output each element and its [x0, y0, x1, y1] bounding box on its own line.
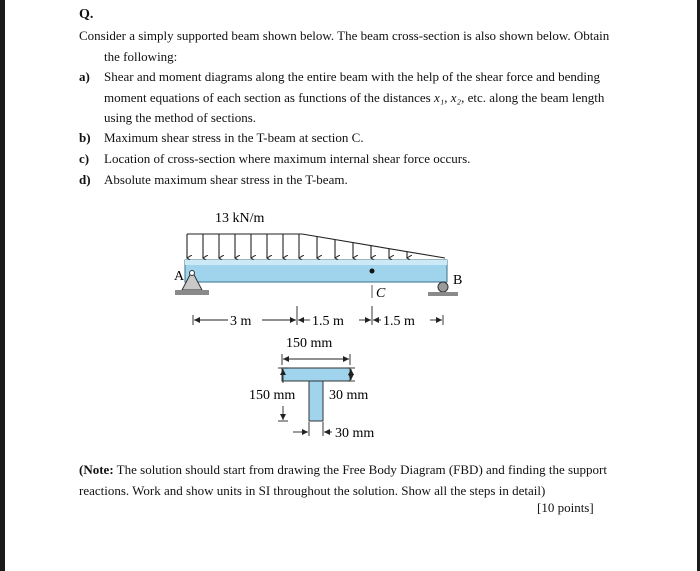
section-c-label: C — [376, 286, 386, 301]
distributed-load — [187, 234, 445, 258]
item-a-line-2-post: , etc. along the beam length — [461, 90, 605, 105]
x1-symbol: x₁ — [433, 90, 445, 105]
item-a-line-1: Shear and moment diagrams along the entire beam with the help of the shear force and bending — [104, 69, 600, 84]
flange-width-label: 150 mm — [286, 336, 333, 351]
points-label: [10 points] — [537, 500, 594, 515]
x2-symbol: x₂ — [450, 90, 462, 105]
load-label: 13 kN/m — [215, 211, 265, 226]
beam-highlight — [185, 260, 447, 265]
intro-line-2: the following: — [104, 49, 178, 64]
item-c-marker: c) — [79, 151, 90, 166]
web-height-label: 150 mm — [249, 388, 296, 403]
dim2-label: 1.5 m — [312, 314, 344, 329]
dim3-label: 1.5 m — [383, 314, 415, 329]
item-b-text: Maximum shear stress in the T-beam at section C. — [104, 130, 364, 145]
item-a-marker: a) — [79, 69, 90, 84]
item-a-line-2 — [104, 90, 604, 106]
section-c-dot — [370, 269, 375, 274]
item-a-line-2-pre: moment equations of each section as functions of the distances — [104, 90, 434, 105]
support-a-label: A — [174, 269, 185, 284]
flange-width-dimension — [282, 354, 350, 365]
t-flange — [282, 368, 350, 381]
dim1-label: 3 m — [230, 314, 252, 329]
web-thickness-dimension — [293, 422, 332, 436]
note-paragraph — [79, 459, 639, 501]
support-b-label: B — [453, 273, 463, 288]
intro-line-1: Consider a simply supported beam shown below. The beam cross-section is also shown below. Obtain — [79, 28, 610, 43]
item-a-line-3: using the method of sections. — [104, 110, 257, 125]
item-a-sep: , — [444, 90, 451, 105]
item-d-marker: d) — [79, 172, 91, 187]
t-web — [309, 381, 323, 421]
web-thickness-label: 30 mm — [335, 426, 375, 441]
load-top-taper — [302, 234, 445, 258]
question-label: Q. — [79, 7, 94, 22]
beam-figure — [160, 198, 480, 450]
item-d-text: Absolute maximum shear stress in the T-beam. — [104, 172, 348, 187]
item-b-marker: b) — [79, 130, 91, 145]
flange-thickness-label: 30 mm — [329, 388, 369, 403]
item-c-text: Location of cross-section where maximum internal shear force occurs. — [104, 151, 471, 166]
left-border — [0, 0, 5, 571]
note-label: (Note: — [79, 462, 114, 477]
note-text: The solution should start from drawing the Free Body Diagram (FBD) and finding the support reactions. Work and show units in SI throughout the solution. Show all the steps in detail) — [79, 462, 607, 498]
